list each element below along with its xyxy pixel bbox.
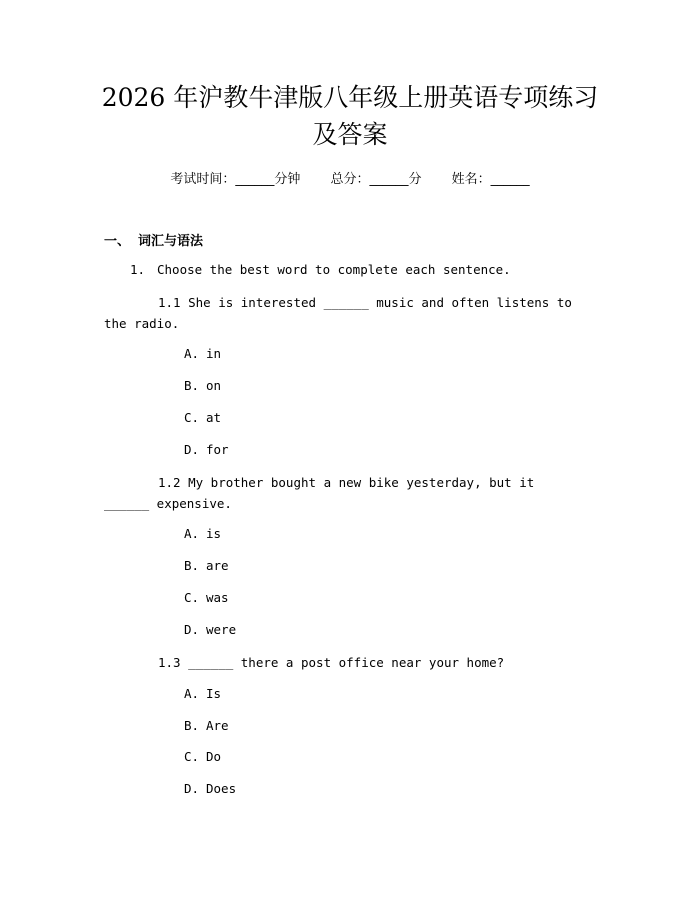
question-stem: 1.2 My brother bought a new bike yesterday, but it ______ expensive. <box>104 475 535 511</box>
option-letter: D. <box>184 442 200 457</box>
option-letter: D. <box>184 781 200 796</box>
exam-score: 总分：______分 <box>330 172 422 187</box>
option-item <box>184 442 229 457</box>
exam-name: 姓名：______ <box>451 172 530 187</box>
option-text: Does <box>206 781 237 796</box>
option-item <box>184 781 236 796</box>
option-letter: B. <box>184 378 200 393</box>
option-text: are <box>206 558 229 573</box>
title-line-1: 2026 年沪教牛津版八年级上册英语专项练习 <box>101 83 599 112</box>
option-item <box>184 346 221 361</box>
option-letter: A. <box>184 686 200 701</box>
question-stem: 1.3 ______ there a post office near your home? <box>158 655 505 670</box>
question-stem: 1.1 She is interested ______ music and often listens to the radio. <box>104 295 572 331</box>
option-item <box>184 378 221 393</box>
option-item <box>184 718 229 733</box>
section-title: 词汇与语法 <box>138 234 204 249</box>
option-letter: D. <box>184 622 200 637</box>
option-text: were <box>206 622 237 637</box>
exam-meta <box>0 168 700 187</box>
option-text: Is <box>206 686 222 701</box>
option-letter: C. <box>184 749 200 764</box>
option-letter: B. <box>184 558 200 573</box>
instruction <box>130 262 511 277</box>
option-item <box>184 526 221 541</box>
exam-time: 考试时间：______分钟 <box>170 172 301 187</box>
option-text: for <box>206 442 229 457</box>
option-text: is <box>206 526 222 541</box>
option-text: on <box>206 378 222 393</box>
option-text: was <box>206 590 229 605</box>
instruction-text: Choose the best word to complete each sentence. <box>157 262 511 277</box>
option-letter: C. <box>184 410 200 425</box>
section-heading <box>104 230 203 249</box>
option-text: Are <box>206 718 229 733</box>
option-item <box>184 410 221 425</box>
instruction-number: 1. <box>130 262 146 277</box>
option-letter: A. <box>184 346 200 361</box>
option-letter: B. <box>184 718 200 733</box>
option-item <box>184 558 229 573</box>
option-text: at <box>206 410 222 425</box>
document-title <box>0 79 700 153</box>
option-text: in <box>206 346 222 361</box>
option-item <box>184 590 229 605</box>
option-text: Do <box>206 749 222 764</box>
option-letter: A. <box>184 526 200 541</box>
option-item <box>184 749 221 764</box>
option-letter: C. <box>184 590 200 605</box>
option-item <box>184 622 236 637</box>
option-item <box>184 686 221 701</box>
title-line-2: 及答案 <box>312 120 388 149</box>
section-number: 一、 <box>104 234 131 249</box>
